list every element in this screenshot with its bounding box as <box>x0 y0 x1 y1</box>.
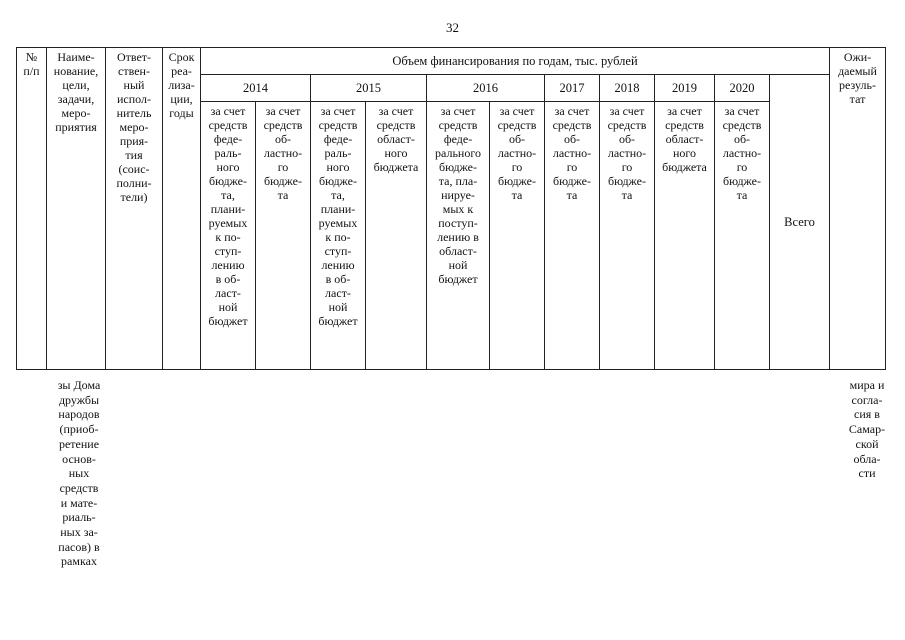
total-header: Всего <box>770 75 830 370</box>
subcol-2015-regional: за счет средств област- ного бюджета <box>366 102 427 370</box>
col-result-header: Ожи- даемый резуль- тат <box>830 48 886 370</box>
financing-table <box>16 47 886 370</box>
year-2014: 2014 <box>201 75 311 102</box>
subcol-2020-regional: за счет средств об- ластно- го бюдже- та <box>715 102 770 370</box>
year-2016: 2016 <box>427 75 545 102</box>
page-number: 32 <box>446 20 459 35</box>
subcol-2014-regional: за счет средств об- ластно- го бюдже- та <box>256 102 311 370</box>
subcol-2016-regional: за счет средств об- ластно- го бюдже- та <box>490 102 545 370</box>
col-executor-header: Ответ- ствен- ный испол- нитель меро- прия- тия (соис- полни- тели) <box>106 48 163 370</box>
subcol-2016-federal: за счет средств феде- рального бюдже- та, пла- нируе- мых к поступ- лению в област- ной бюджет <box>427 102 490 370</box>
subcol-2015-federal: за счет средств феде- раль- ного бюдже- та, плани- руемых к по- ступ- лению в об- ласт- ной бюджет <box>311 102 366 370</box>
year-2018: 2018 <box>600 75 655 102</box>
year-2015: 2015 <box>311 75 427 102</box>
col-financing-header: Объем финансирования по годам, тыс. рублей <box>201 48 830 75</box>
subcol-2018-regional: за счет средств об- ластно- го бюдже- та <box>600 102 655 370</box>
continuation-name-text: зы Дома дружбы народов (приоб- ретение основ- ных средств и мате- риаль- ных за- пасов) в рамках <box>57 378 101 569</box>
year-2019: 2019 <box>655 75 715 102</box>
col-term-header: Срок реа- лиза- ции, годы <box>163 48 201 370</box>
year-2017: 2017 <box>545 75 600 102</box>
year-2020: 2020 <box>715 75 770 102</box>
col-num-header: № п/п <box>17 48 47 370</box>
subcol-2019-regional: за счет средств област- ного бюджета <box>655 102 715 370</box>
subcol-2014-federal: за счет средств феде- раль- ного бюдже- та, плани- руемых к по- ступ- лению в об- ласт- ной бюджет <box>201 102 256 370</box>
continuation-result-text: мира и согла- сия в Самар- ской обла- сти <box>848 378 886 481</box>
col-name-header: Наиме- нование, цели, задачи, меро- приятия <box>47 48 106 370</box>
subcol-2017-regional: за счет средств об- ластно- го бюдже- та <box>545 102 600 370</box>
